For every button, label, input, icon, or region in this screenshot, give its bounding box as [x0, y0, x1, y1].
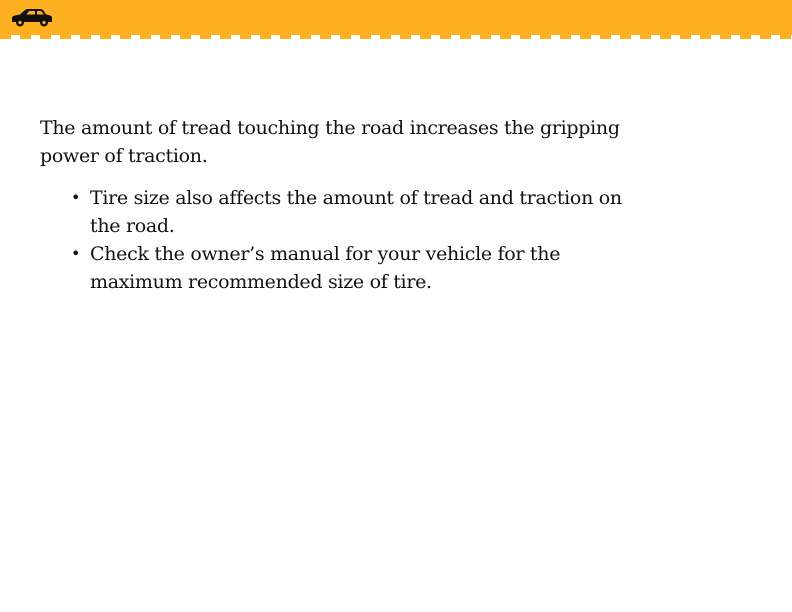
bullet-text: Check the owner’s manual for your vehicle for the maximum recommended size of tire. — [90, 243, 561, 293]
slide-content — [40, 114, 640, 296]
banner-dashed-edge — [0, 35, 792, 39]
bullet-icon: • — [71, 188, 81, 207]
intro-paragraph: The amount of tread touching the road increases the gripping power of traction. — [40, 117, 620, 167]
bullet-list — [40, 184, 640, 296]
banner-fill — [0, 0, 792, 35]
bullet-text: Tire size also affects the amount of tread and traction on the road. — [90, 187, 622, 237]
top-banner — [0, 0, 792, 40]
banner-graphic — [0, 0, 792, 40]
bullet-item — [40, 184, 640, 240]
bullet-icon: • — [71, 244, 81, 263]
bullet-item — [40, 240, 640, 296]
